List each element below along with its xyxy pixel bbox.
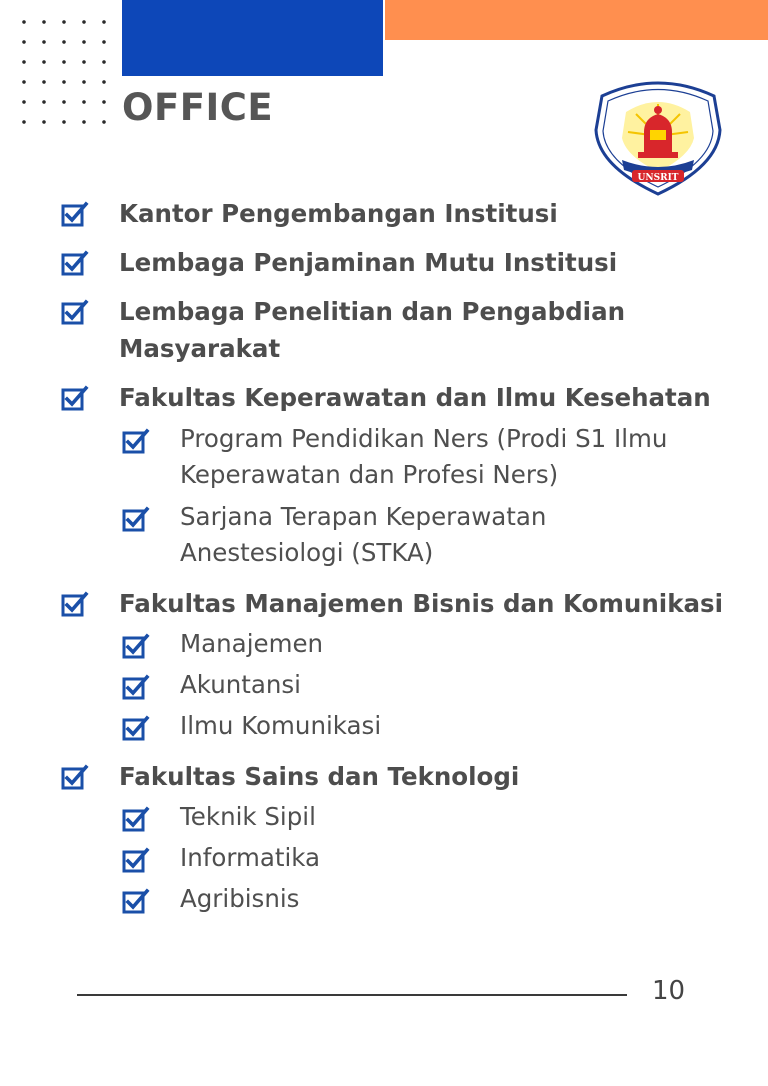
item-label: Agribisnis: [180, 884, 300, 913]
sub-list-item: [122, 845, 320, 876]
item-label-line: Keperawatan dan Profesi Ners): [180, 460, 559, 489]
item-label-line: Lembaga Penelitian dan Pengabdian: [119, 297, 626, 326]
list-item: [61, 249, 617, 281]
item-label: Teknik Sipil: [180, 802, 316, 831]
sub-list-item: [122, 804, 316, 835]
footer-divider: [77, 994, 627, 996]
checkbox-icon: [61, 385, 89, 411]
item-label: [180, 499, 546, 571]
item-label: Lembaga Penjaminan Mutu Institusi: [119, 248, 618, 277]
checkbox-icon: [61, 764, 89, 790]
checkbox-icon: [122, 715, 150, 741]
checkbox-icon: [61, 591, 89, 617]
checkbox-icon: [122, 633, 150, 659]
checkbox-icon: [122, 847, 150, 873]
item-label: [180, 421, 667, 493]
list-item: [61, 590, 723, 622]
checkbox-icon: [122, 506, 150, 532]
item-label: Fakultas Manajemen Bisnis dan Komunikasi: [119, 589, 723, 618]
logo-abbr: UNSRIT: [637, 173, 679, 183]
item-label: Fakultas Keperawatan dan Ilmu Kesehatan: [119, 383, 711, 412]
item-label: Kantor Pengembangan Institusi: [119, 199, 558, 228]
checkbox-icon: [122, 428, 150, 454]
sub-list-item: [122, 631, 323, 662]
sub-list-item: [122, 426, 667, 493]
page-title: OFFICE: [122, 86, 274, 129]
checkbox-icon: [61, 201, 89, 227]
page-number: 10: [652, 976, 686, 1006]
blue-header-bar: [122, 0, 383, 76]
sub-list-item: [122, 886, 299, 917]
sub-list-item: [122, 713, 381, 744]
item-label: Ilmu Komunikasi: [180, 711, 382, 740]
item-label: Fakultas Sains dan Teknologi: [119, 762, 520, 791]
list-item: [61, 384, 711, 416]
orange-header-bar: [385, 0, 768, 40]
item-label: Akuntansi: [180, 670, 301, 699]
sub-list-item: [122, 672, 301, 703]
checkbox-icon: [61, 250, 89, 276]
item-label: [119, 293, 625, 367]
sub-list-item: [122, 504, 546, 571]
item-label-line: Masyarakat: [119, 334, 281, 363]
item-label: Manajemen: [180, 629, 324, 658]
item-label-line: Sarjana Terapan Keperawatan: [180, 502, 547, 531]
checkbox-icon: [122, 888, 150, 914]
unsrit-logo-icon: [592, 74, 724, 196]
item-label-line: Program Pendidikan Ners (Prodi S1 Ilmu: [180, 424, 668, 453]
checkbox-icon: [122, 806, 150, 832]
item-label: Informatika: [180, 843, 321, 872]
item-label-line: Anestesiologi (STKA): [180, 538, 434, 567]
checkbox-icon: [61, 299, 89, 325]
list-item: [61, 298, 625, 367]
list-item: [61, 200, 558, 232]
checkbox-icon: [122, 674, 150, 700]
dot-grid-decoration: [14, 12, 114, 127]
list-item: [61, 763, 519, 795]
